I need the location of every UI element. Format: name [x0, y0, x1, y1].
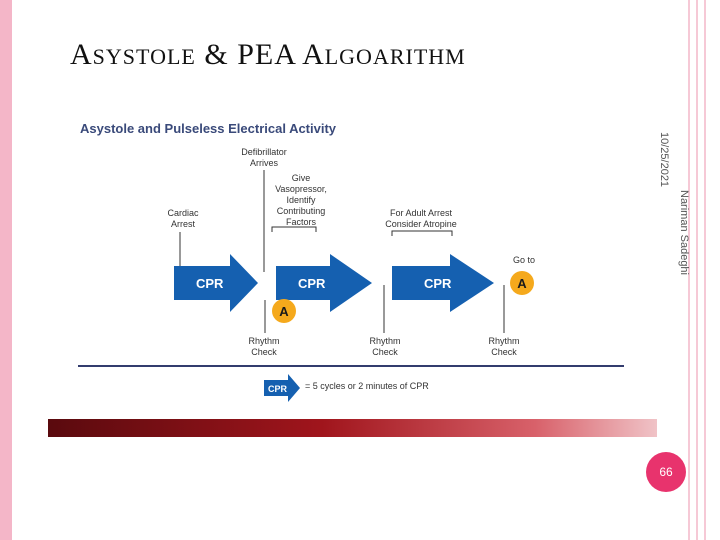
bracket-vasopressor	[272, 227, 316, 232]
vasopressor-label: Give Vasopressor, Identify Contributing Factors	[275, 173, 327, 227]
diagram-title: Asystole and Pulseless Electrical Activity	[80, 121, 337, 136]
slide-date: 10/25/2021	[658, 132, 670, 188]
rhythm-check-3: Rhythm Check	[488, 336, 520, 357]
a-label-1: A	[279, 304, 289, 319]
cpr-label-2: CPR	[298, 276, 326, 291]
a-label-2: A	[517, 276, 527, 291]
slide-title: ASYSTOLE & PEA ALGOARITHM	[70, 38, 466, 71]
rhythm-check-2: Rhythm Check	[369, 336, 401, 357]
cpr-label-3: CPR	[424, 276, 452, 291]
cpr-label-1: CPR	[196, 276, 224, 291]
legend-text: = 5 cycles or 2 minutes of CPR	[305, 381, 429, 391]
page-number-badge: 66	[646, 452, 686, 492]
rhythm-check-1: Rhythm Check	[248, 336, 280, 357]
defibrillator-label: Defibrillator Arrives	[241, 147, 287, 168]
bracket-atropine	[392, 231, 452, 236]
legend-cpr-label: CPR	[268, 384, 288, 394]
go-to-label: Go to	[512, 255, 535, 265]
cardiac-arrest-label: Cardiac Arrest	[167, 208, 199, 229]
atropine-label: For Adult Arrest Consider Atropine	[385, 208, 457, 229]
